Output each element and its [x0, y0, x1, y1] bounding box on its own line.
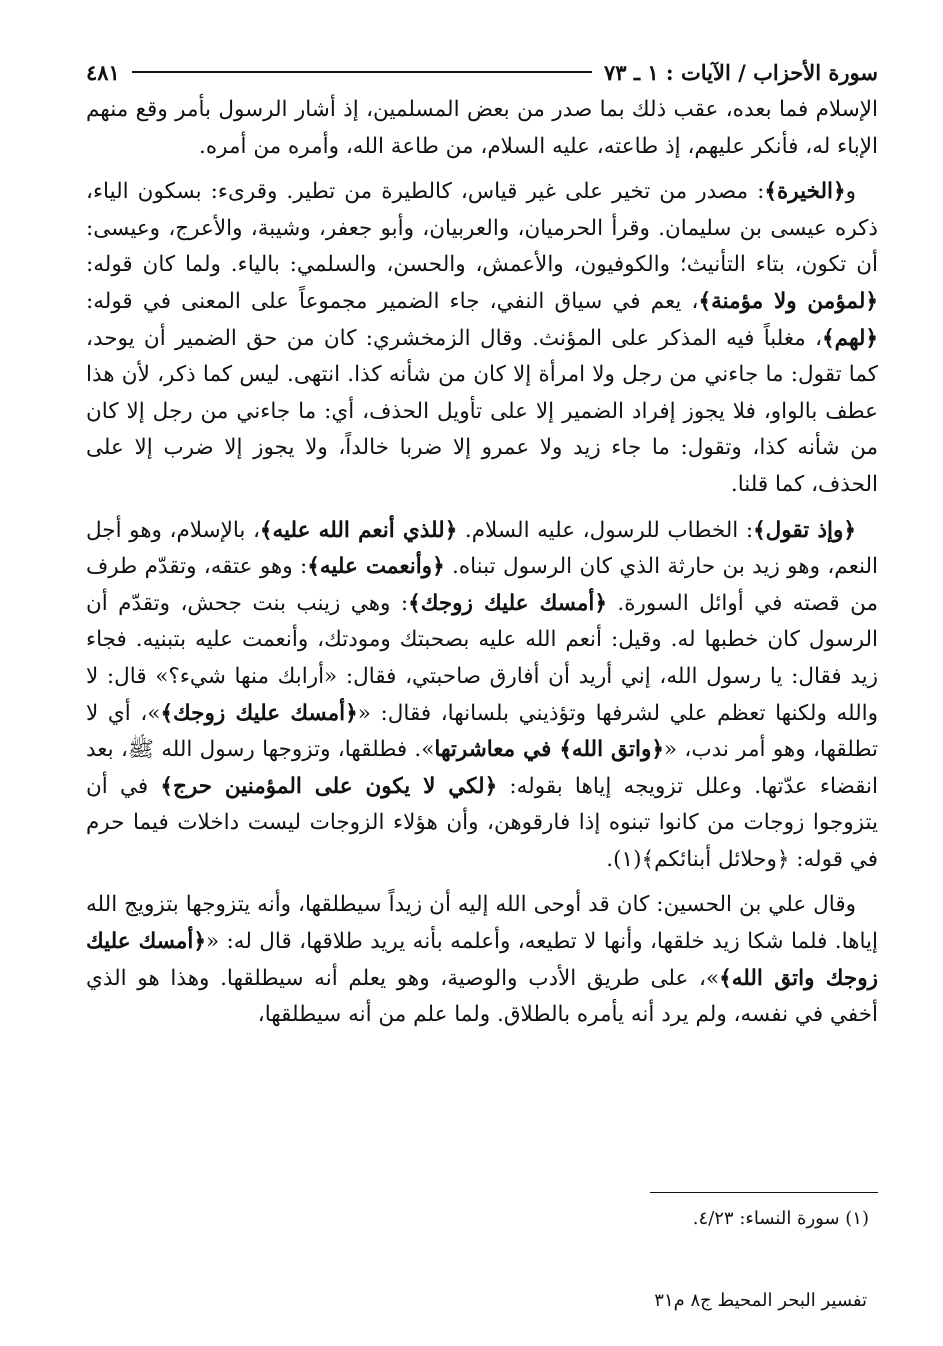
page-number: ٤٨١ [86, 59, 120, 85]
text-run: : الخطاب للرسول، عليه السلام. [457, 517, 754, 543]
text-run: في أن يتزوجوا زوجات من كانوا تبنوه إذا فارقوهن، وأن هؤلاء الزوجات ليست داخلات فيما حرم في قوله: ﴿وحلائل أبنائكم﴾(١). [86, 773, 878, 872]
text-run: »، أي لا تطلقها، وهو أمر ندب، « [86, 700, 878, 763]
quran-quote: ﴿لهم﴾ [822, 325, 878, 351]
quran-quote: ﴿أمسك عليك زوجك﴾ [160, 700, 358, 726]
text-run: الإسلام فما بعده، عقب ذلك بما صدر من بعض المسلمين، إذ أشار الرسول بأمر وقع منهم الإباء له، فأنكر عليهم، إذ طاعته، عليه السلام، من طاعة الله، وأمره من أمره. [86, 97, 878, 159]
text-run: ، مغلباً فيه المذكر على المؤنث. وقال الزمخشري: كان من حق الضمير أن يوحد، كما تقول: ما جاءني من رجل ولا امرأة إلا كان من شأنه كذا. انتهى. ليس كما ذكر، لأن هذا عطف بالواو، فلا يجوز إفراد الضمير إلا على تأويل الحذف، أي: ما جاءني من رجل إلا كان من شأنه كذا، وتقول: ما جاء زيد ولا عمرو إلا ضربا خالداً، ولا يجوز إلا ضرب إلا على الحذف، كما قلنا. [86, 325, 878, 497]
quran-quote: ﴿لكي لا يكون على المؤمنين حرج﴾ [160, 773, 498, 799]
header-rule [132, 71, 592, 73]
paragraph-4 [86, 887, 878, 1033]
footnote: (١) سورة النساء: ٤/٢٣. [692, 1208, 869, 1229]
quran-quote: ﴿وأنعمت عليه﴾ [307, 554, 445, 580]
paragraph-3 [86, 513, 878, 879]
text-run: : وهو عتقه، وتقدّم طرف من قصته في أوائل السورة. [86, 554, 879, 616]
text-run: ، يعم في سياق النفي، جاء الضمير مجموعاً على المعنى في قوله: [86, 288, 699, 314]
text-run: وقال علي بن الحسين: كان قد أوحى الله إليه أن زيداً سيطلقها، وأنه يتزوجها بتزويج الله إياها. فلما شكا زيد خلقها، وأنها لا تطيعه، وأعلمه بأنه يريد طلاقها، قال له: « [86, 892, 878, 955]
text-run: »، على طريق الأدب والوصية، وهو يعلم أنه سيطلقها. وهذا هو الذي أخفي في نفسه، ولم يرد أنه يأمره بالطلاق. ولما علم من أنه سيطلقها، [86, 965, 878, 1028]
paragraph-2 [86, 174, 878, 503]
quran-quote: ﴿أمسك عليك زوجك واتق الله﴾ [86, 929, 878, 991]
text-run: ، بالإسلام، وهو أجل النعم، وهو زيد بن حارثة الذي كان الرسول تبناه. [86, 517, 878, 580]
quran-quote: ﴿الخيرة﴾ [764, 179, 846, 205]
quran-quote: ﴿للذي أنعم الله عليه﴾ [259, 517, 458, 543]
quran-quote: ﴿وإذ تقول﴾ [753, 517, 856, 543]
surah-title: سورة الأحزاب / الآيات : ١ ـ ٧٣ [604, 59, 878, 85]
text-run: ». فطلقها، وتزوجها رسول الله ﷺ، بعد انقضاء عدّتها. وعلل تزويجه إياها بقوله: [86, 737, 878, 799]
quran-quote: ﴿لمؤمن ولا مؤمنة﴾ [698, 288, 878, 314]
text-run: و [845, 179, 856, 205]
running-header [86, 52, 878, 92]
footnote-rule [650, 1192, 878, 1193]
book-signature: تفسير البحر المحيط ج٨ م٣١ [654, 1290, 867, 1311]
text-run: : مصدر من تخير على غير قياس، كالطيرة من تطير. وقرىء: بسكون الياء، ذكره عيسى بن سليمان. وقرأ الحرميان، والعربيان، وأبو جعفر، وشيبة، والأعرج، وعيسى: أن تكون، بتاء التأنيث؛ والكوفيون، والأعمش، والحسن، والسلمي: بالياء. ولما كان قوله: [86, 179, 878, 278]
quran-quote: ﴿أمسك عليك زوجك﴾ [408, 590, 607, 616]
quran-quote: ﴿واتق الله﴾ في معاشرتها [434, 737, 664, 763]
paragraph-1 [86, 92, 878, 165]
text-run: : وهي زينب بنت جحش، وتقدّم أن الرسول كان خطبها له. وقيل: أنعم الله عليه بصحبتك ومودتك، وأنعمت عليه بتبنيه. فجاء زيد فقال: يا رسول الله، إني أريد أن أفارق صاحبتي، فقال: «أرابك منها شيء؟» قال: لا والله ولكنها تعظم علي لشرفها وتؤذيني بلسانها، فقال: « [86, 590, 879, 726]
page-body [86, 52, 878, 1034]
